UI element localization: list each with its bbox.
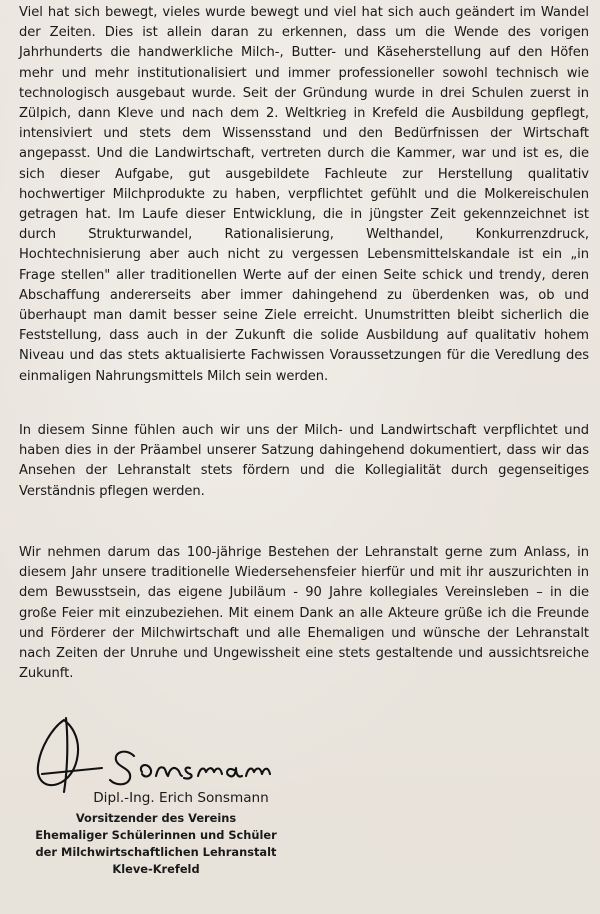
paragraph-2: In diesem Sinne fühlen auch wir uns der Milch- und Landwirtschaft verpflichtet und haben dies in der Präambel unserer Satzung dahingehend dokumentiert, dass wir das Ansehen der Lehranstalt stets fördern und die Kollegialität durch gegenseitiges Verständnis pflegen werden. (19, 423, 589, 499)
signatory-role-line-3: der Milchwirtschaftlichen Lehranstalt (35, 845, 277, 859)
signatory-role-line-4: Kleve-Krefeld (112, 862, 200, 876)
signatory-role-line-2: Ehemaliger Schülerinnen und Schüler (35, 828, 277, 842)
paragraph-1: Viel hat sich bewegt, vieles wurde bewegt und viel hat sich auch geändert im Wandel der Zeiten. Dies ist allein daran zu erkennen, dass um die Wende des vorigen Jahrhunderts die handwerkliche Milch-, Butter- und Käseherstellung auf den Höfen mehr und mehr institutionalisiert und immer professioneller sowohl technisch wie technologisch ausgebaut wurde. Seit der Gründung wurde in drei Schulen zuerst in Zülpich, dann Kleve und nach dem 2. Weltkrieg in Krefeld die Ausbildung gepflegt, intensiviert und stets dem Wissensstand und den Bedürfnissen der Wirtschaft angepasst. Und die Landwirtschaft, vertreten durch die Kammer, war und ist es, die sich dieser Aufgabe, gut ausgebildete Fachleute zur Herstellung qualitativ hochwertiger Milchprodukte zu haben, verpflichtet gefühlt und die Molkereischulen getragen hat. Im Laufe dieser Entwicklung, die in jüngster Zeit gekennzeichnet ist durch Strukturwandel, Rationalisierung, Welthandel, Konkurrenzdruck, Hochtechnisierung aber auch nicht zu vergessen Lebensmittelskandale ist ein „in Frage stellen" aller traditionellen Werte auf der einen Seite schick und trendy, deren Abschaffung andererseits aber immer dahingehend zu überdenken was, ob und überhaupt man damit besser seine Ziele erreicht. Unumstritten bleibt sicherlich die Feststellung, dass auch in der Zukunft die solide Ausbildung auf qualitativ hohem Niveau und das stets aktualisierte Fachwissen Voraussetzungen für die Veredlung des einmaligen Nahrungsmittels Milch sein werden. (19, 5, 589, 384)
signatory-name: Dipl.-Ing. Erich Sonsmann (93, 790, 269, 806)
paragraph-3: Wir nehmen darum das 100-jährige Bestehen der Lehranstalt gerne zum Anlass, in diesem Jahr unsere traditionelle Wiedersehensfeier hierfür und mit ihr auszurichten in dem Bewusstsein, das eigene Jubiläum - 90 Jahre kollegiales Vereinsleben – in die große Feier mit einzubeziehen. Mit einem Dank an alle Akteure grüße ich die Freunde und Förderer der Milchwirtschaft und alle Ehemaligen und wünsche der Lehranstalt nach Zeiten der Unruhe und Ungewissheit eine stets gestaltende und aussichtsreiche Zukunft. (19, 545, 589, 682)
signatory-role-line-1: Vorsitzender des Vereins (75, 811, 237, 825)
